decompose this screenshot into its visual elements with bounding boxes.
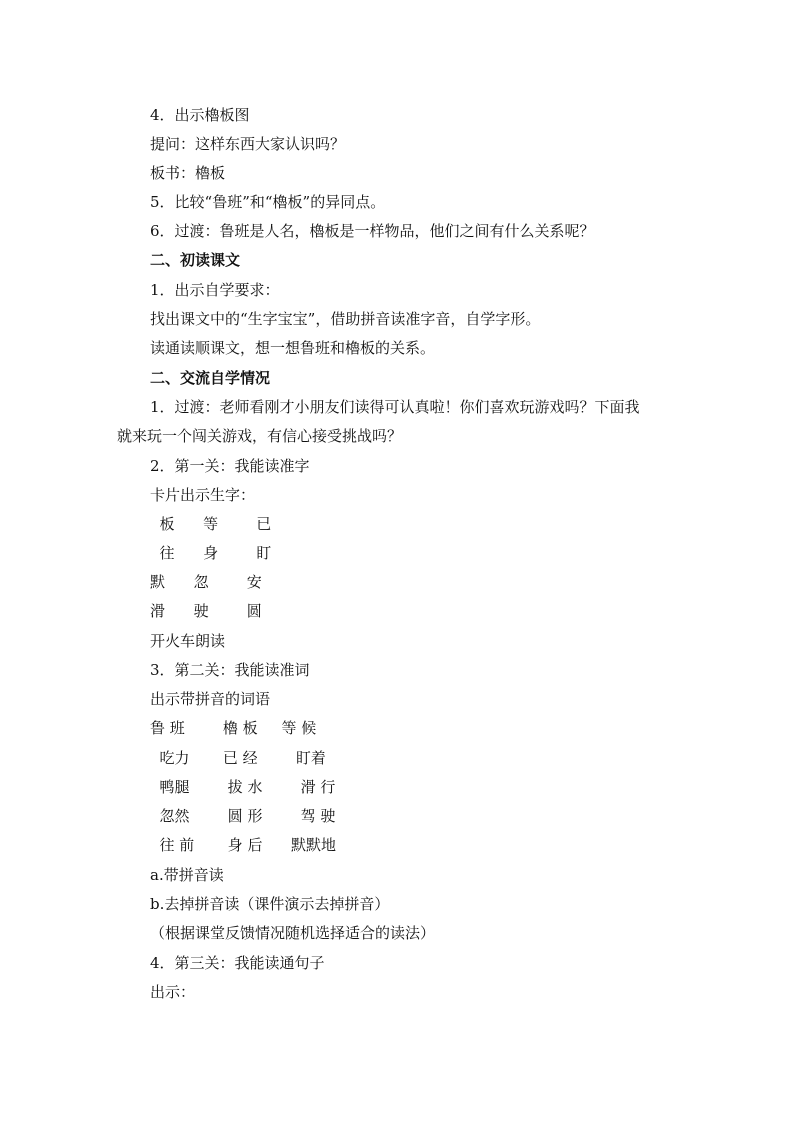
word-row-2: 吃力 已 经 盯着 — [150, 749, 326, 767]
section-heading-first-reading: 二、初读课文 — [150, 251, 241, 269]
teaching-note: （根据课堂反馈情况随机选择适合的读法） — [150, 924, 436, 942]
requirement-2: 读通读顺课文，想一想鲁班和櫓板的关系。 — [150, 339, 436, 357]
read-with-pinyin: a.带拼音读 — [150, 866, 224, 884]
character-row-2: 往 身 盯 — [150, 544, 272, 562]
transition-paragraph-line-1: 1．过渡：老师看刚才小朋友们读得可认真啦！你们喜欢玩游戏吗？下面我 — [150, 398, 640, 416]
step-6-transition: 6．过渡：鲁班是人名，櫓板是一样物品，他们之间有什么关系呢？ — [150, 222, 595, 240]
question-text: 提问：这样东西大家认识吗？ — [150, 135, 346, 153]
section-heading-exchange: 二、交流自学情况 — [150, 369, 271, 387]
step-5-compare: 5．比较“鲁班”和“櫓板”的异同点。 — [150, 193, 386, 211]
word-row-4: 忽然 圆 形 驾 驶 — [150, 807, 336, 825]
word-row-3: 鸭腿 拔 水 滑 行 — [150, 778, 336, 796]
show-label: 出示： — [150, 983, 196, 1001]
character-row-3: 默 忽 安 — [150, 573, 262, 591]
level-2-heading: 3．第二关：我能读准词 — [150, 661, 310, 679]
card-intro: 卡片出示生字： — [150, 486, 256, 504]
word-row-1: 鲁 班 櫓 板 等 候 — [150, 719, 317, 737]
character-row-4: 滑 驶 圆 — [150, 602, 262, 620]
level-3-heading: 4．第三关：我能读通句子 — [150, 954, 325, 972]
step-4-show-picture: 4．出示櫓板图 — [150, 106, 250, 124]
read-without-pinyin: b.去掉拼音读（课件演示去掉拼音） — [150, 895, 390, 913]
level-1-heading: 2．第一关：我能读准字 — [150, 457, 310, 475]
word-row-5: 往 前 身 后 默默地 — [150, 836, 337, 854]
character-row-1: 板 等 已 — [150, 515, 272, 533]
transition-paragraph-line-2: 就来玩一个闯关游戏，有信心接受挑战吗？ — [117, 427, 403, 445]
word-intro: 出示带拼音的词语 — [150, 690, 271, 708]
board-writing: 板书：櫓板 — [150, 164, 226, 182]
self-study-requirements: 1．出示自学要求： — [150, 281, 280, 299]
requirement-1: 找出课文中的“生字宝宝”，借助拼音读准字音，自学字形。 — [150, 310, 541, 328]
train-reading: 开火车朗读 — [150, 632, 226, 650]
